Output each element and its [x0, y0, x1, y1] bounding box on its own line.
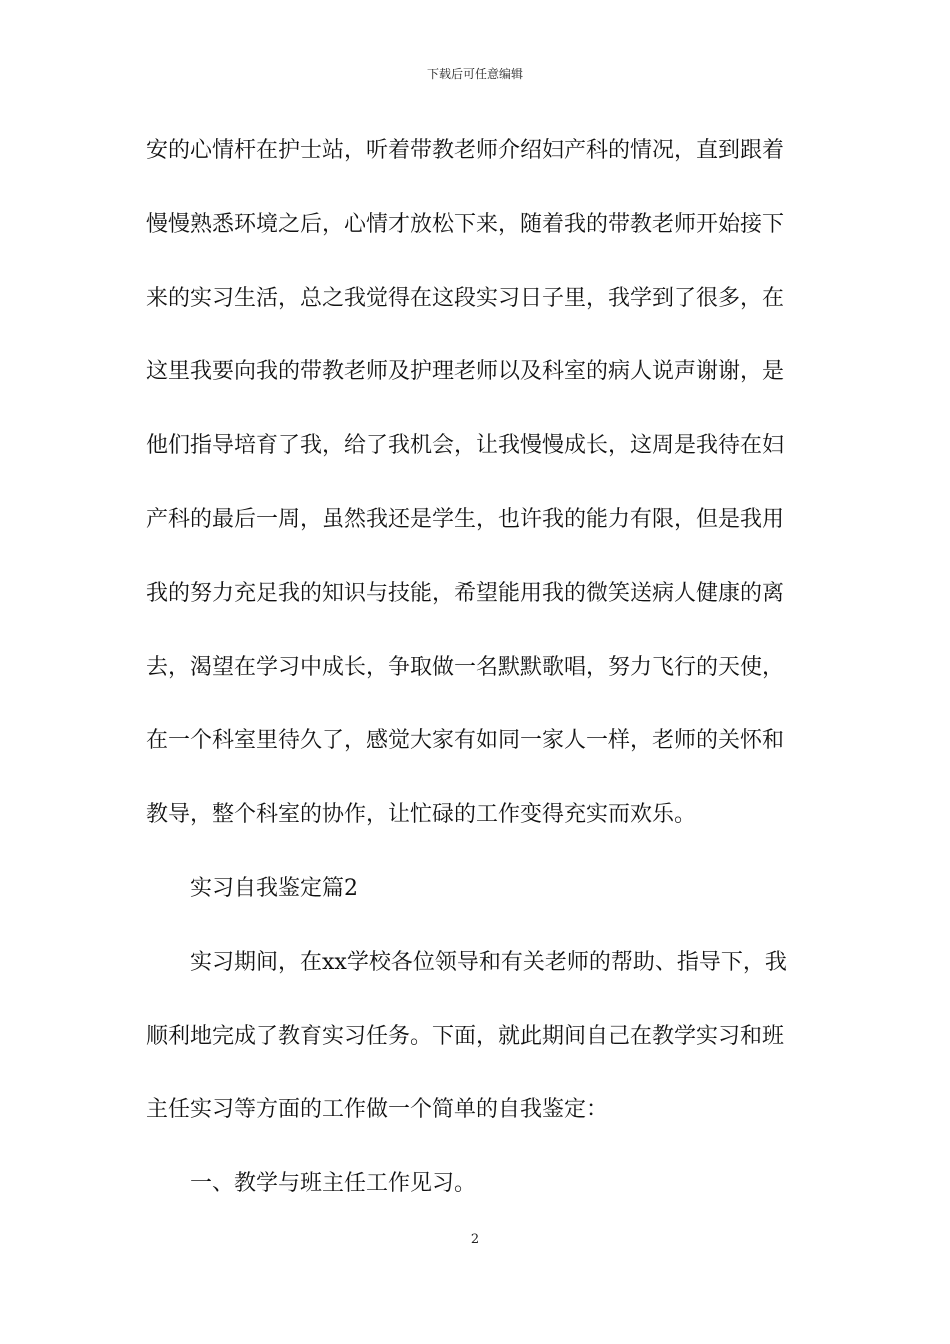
text-line: 在一个科室里待久了，感觉大家有如同一家人一样，老师的关怀和 — [146, 728, 785, 754]
text-line: 教导，整个科室的协作，让忙碌的工作变得充实而欢乐。 — [146, 802, 697, 828]
text-line: 我的努力充足我的知识与技能，希望能用我的微笑送病人健康的离 — [146, 580, 785, 606]
text-line: 主任实习等方面的工作做一个简单的自我鉴定： — [146, 1097, 609, 1123]
document-body — [146, 128, 816, 1235]
text-line: 顺利地完成了教育实习任务。下面，就此期间自己在教学实习和班 — [146, 1023, 785, 1049]
text-line: 慢慢熟悉环境之后，心情才放松下来，随着我的带教老师开始接下 — [146, 211, 785, 237]
text-line: 这里我要向我的带教老师及护理老师以及科室的病人说声谢谢，是 — [146, 359, 785, 385]
text-line: 来的实习生活，总之我觉得在这段实习日子里，我学到了很多，在 — [146, 285, 785, 311]
text-line: 产科的最后一周，虽然我还是学生，也许我的能力有限，但是我用 — [146, 506, 785, 532]
text-line: 去，渴望在学习中成长，争取做一名默默歌唱，努力飞行的天使， — [146, 654, 785, 680]
page-number: 2 — [470, 1232, 480, 1247]
text-line: 实习期间，在xx学校各位领导和有关老师的帮助、指导下，我 — [190, 949, 787, 975]
page-header: 下载后可任意编辑 — [426, 67, 523, 81]
text-line: 他们指导培育了我，给了我机会，让我慢慢成长，这周是我待在妇 — [146, 433, 785, 459]
subsection-heading: 一、教学与班主任工作见习。 — [190, 1171, 477, 1197]
text-line: 安的心情杆在护士站，听着带教老师介绍妇产科的情况，直到跟着 — [146, 138, 785, 163]
section-heading: 实习自我鉴定篇2 — [190, 875, 358, 901]
